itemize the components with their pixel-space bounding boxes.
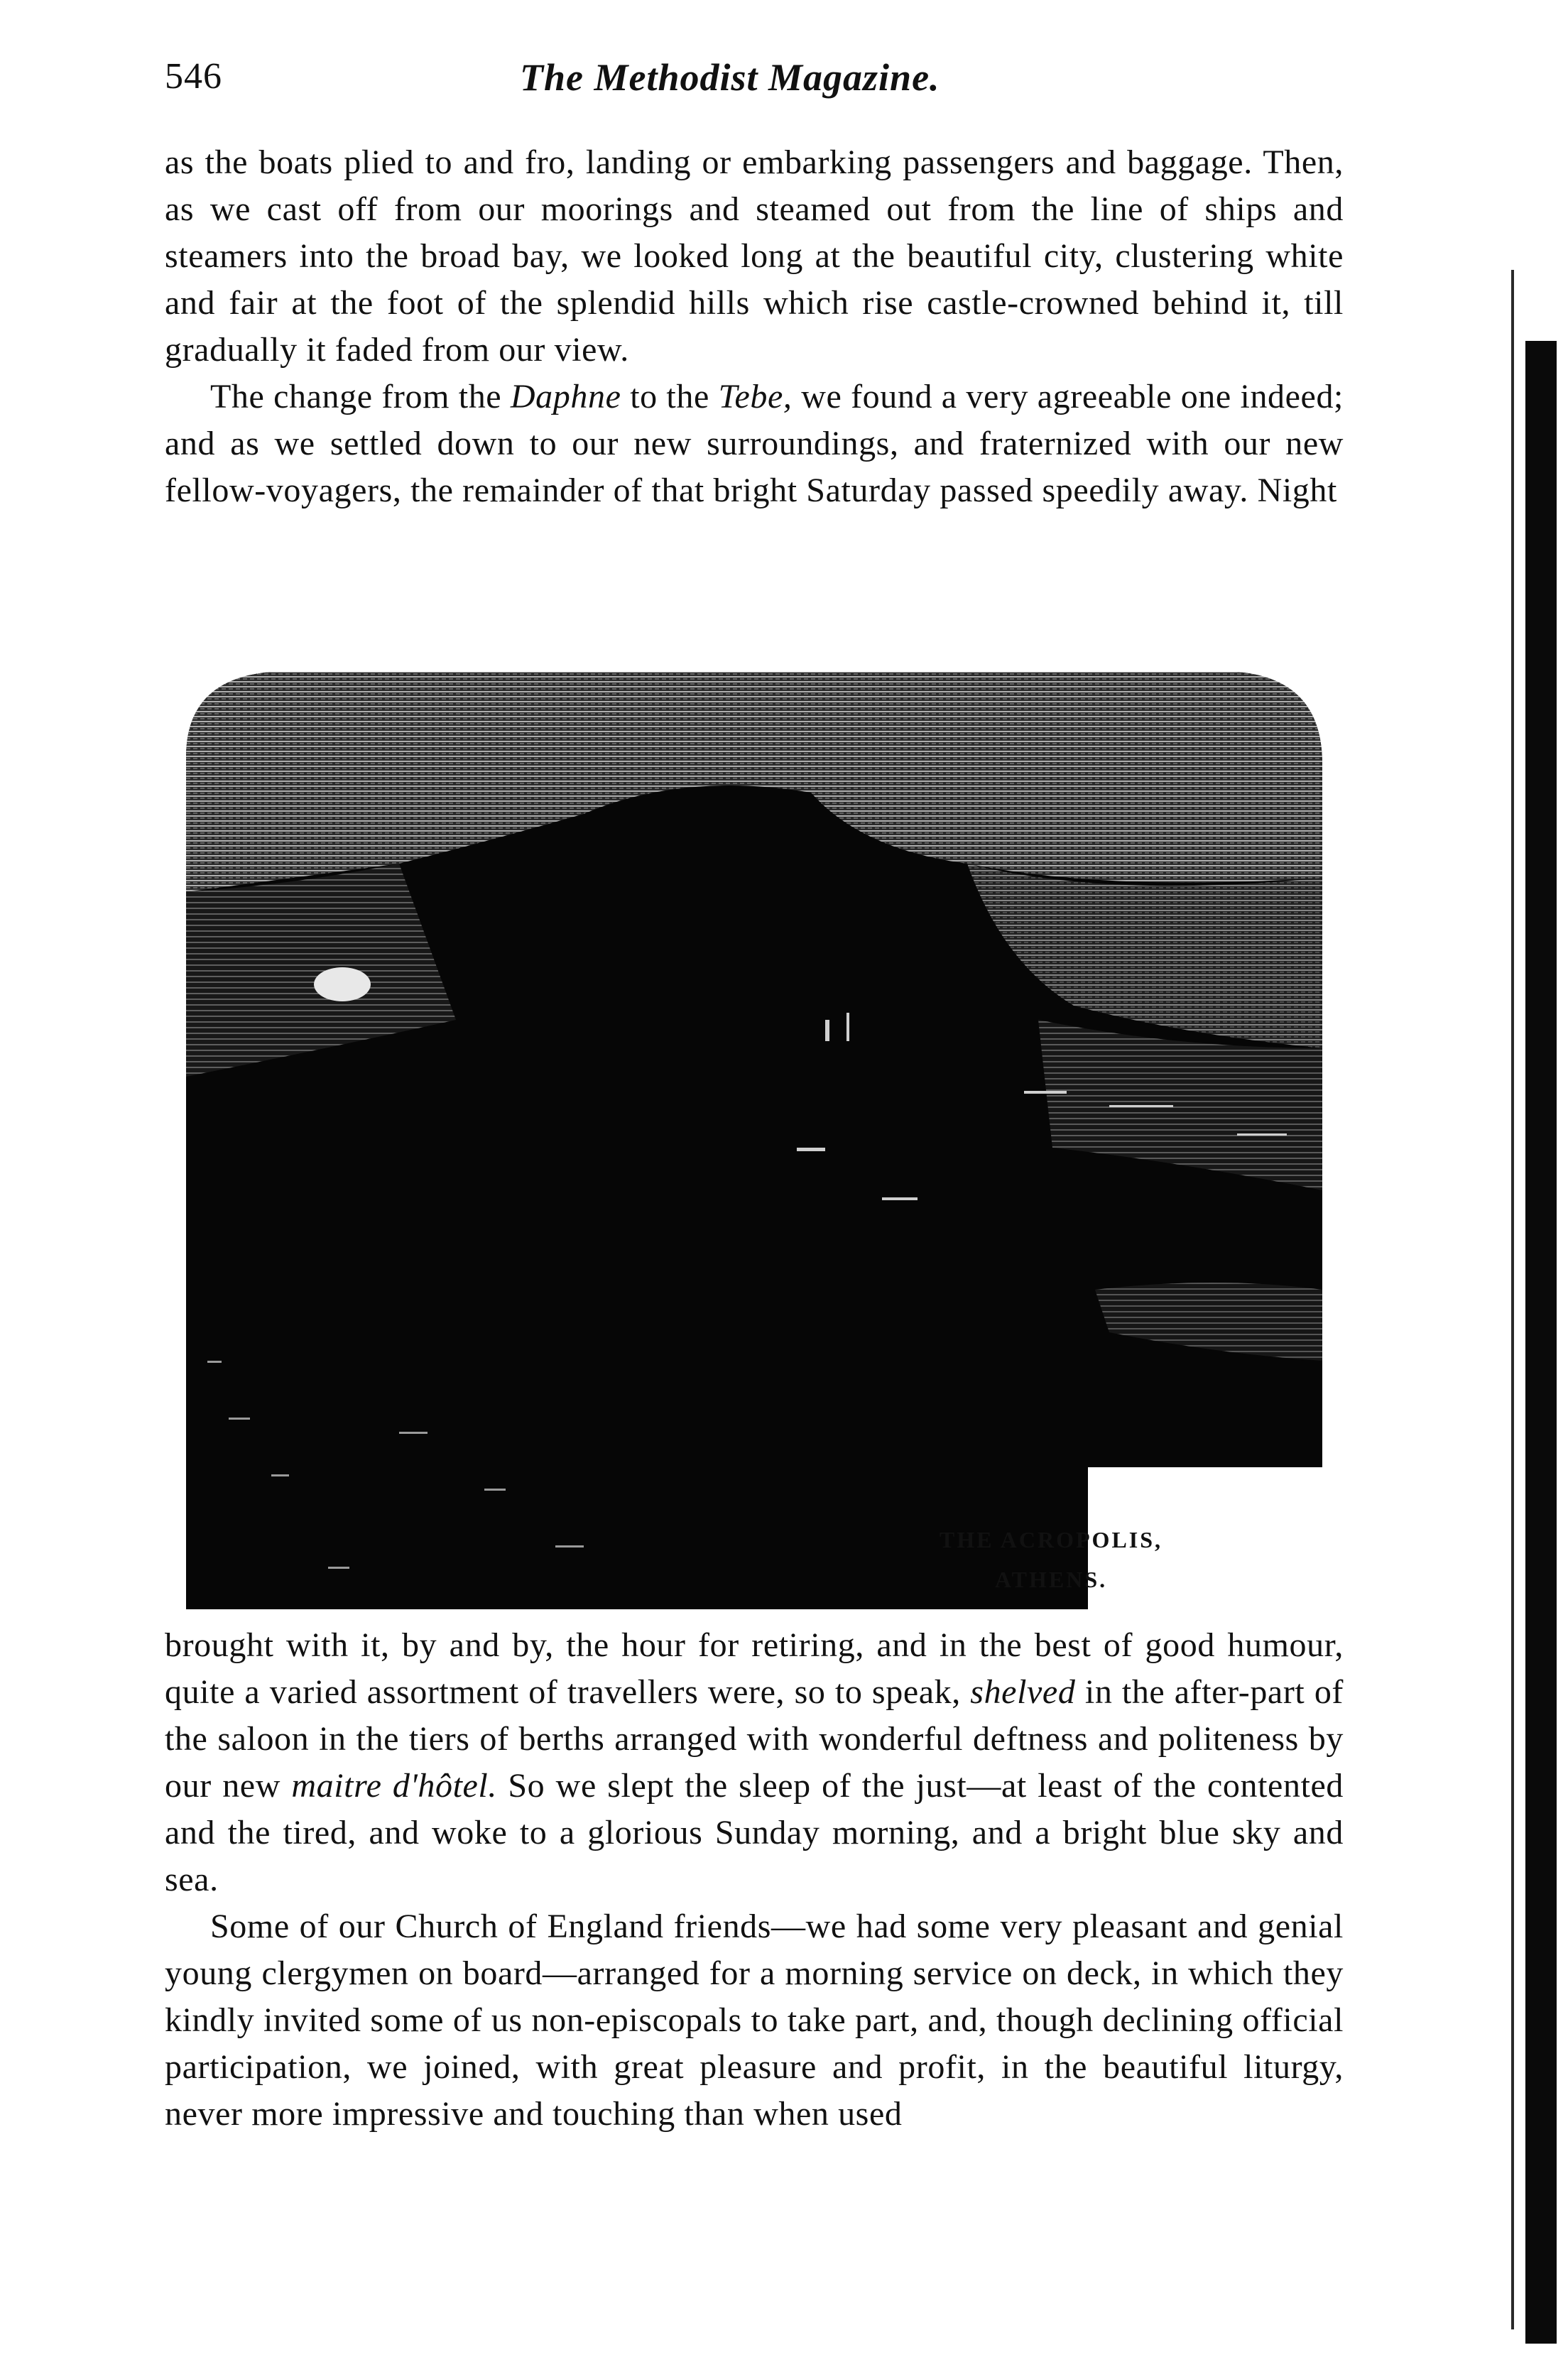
ship-name-daphne: Daphne [510,378,621,415]
text-run: in the after-part of the saloon in the tiers of berths arranged with wonderful deftness and politeness by our new [165,1673,1344,1805]
binding-shadow-bar [1525,341,1557,2344]
engraving-image [186,651,1322,1609]
running-head [165,55,1344,112]
text-run: Some of our Church of England friends—we had some very pleasant and genial young clergymen on board—arranged for a morning service on deck, in which they kindly invited some of us non-episcopals to take part, and, though declining official participation, we joined, with great pleasure and profit, in the beautiful liturgy, never more impressive and touching than when used [165,1908,1344,2133]
emphasis-shelved: shelved [970,1673,1076,1711]
magazine-title: The Methodist Magazine. [520,56,940,99]
caption-line: THE ACROPOLIS, [939,1527,1163,1552]
text-run: So we slept the sleep of the just—at least of the contented and the tired, and woke to a glorious Sunday morning, and a bright blue sky and sea. [165,1767,1344,1898]
binding-shadow-line [1511,270,1514,2329]
paragraph [165,1622,1344,1903]
paragraph [165,374,1344,514]
caption-line: ATHENS. [994,1567,1108,1592]
text-run: to the [621,378,719,415]
body-text-bottom [165,1622,1344,2138]
acropolis-engraving [186,651,1322,1609]
ship-name-tebe: Tebe, [718,378,793,415]
text-run: as the boats plied to and fro, landing or embarking passengers and baggage. Then, as we cast off from our moorings and steamed out from the line of ships and steamers into the broad bay, we looked long at the beautiful city, clustering white and fair at the foot of the splendid hills which rise castle-crowned behind it, till gradually it faded from our view. [165,143,1344,369]
body-text-top [165,139,1344,514]
text-run: brought with it, by and by, the hour for retiring, and in the best of good humour, quite a varied assortment of travellers were, so to speak, [165,1626,1344,1711]
paragraph [165,1903,1344,2138]
text-run: The change from the [210,378,511,415]
figure-caption [902,1520,1200,1599]
page-number: 546 [165,56,222,97]
paragraph [165,139,1344,374]
text-run: we found a very agreeable one indeed; and as we settled down to our new surroundings, and fraternized with our new fellow-voyagers, the remainder of that bright Saturday passed speedily away. Night [165,378,1344,509]
emphasis-maitre-dhotel: maitre d'hôtel. [291,1767,497,1805]
